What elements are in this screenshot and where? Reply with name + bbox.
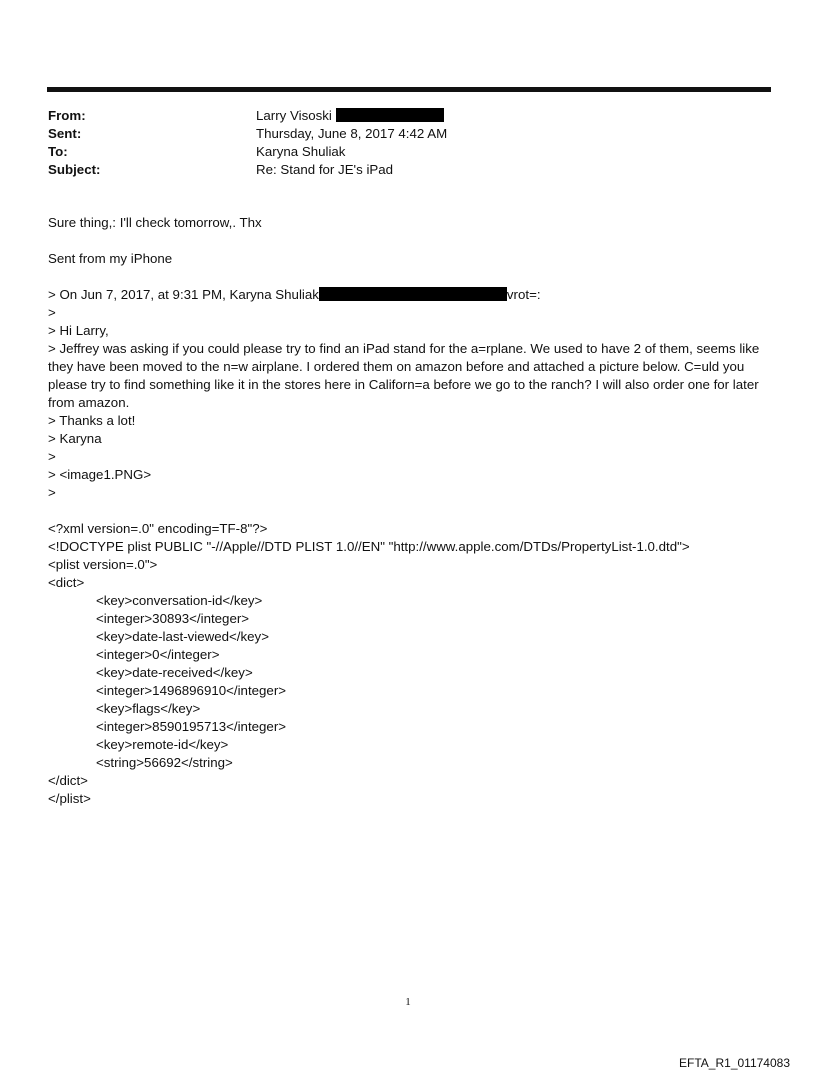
redaction-bar	[336, 108, 444, 122]
plist-line: <integer>30893</integer>	[96, 611, 250, 626]
plist-line: <key>remote-id</key>	[96, 737, 229, 752]
header-rule	[47, 87, 771, 92]
quote-line: >	[48, 485, 56, 500]
sent-value: Thursday, June 8, 2017 4:42 AM	[256, 126, 448, 141]
from-name: Larry Visoski	[256, 108, 332, 123]
page-number: 1	[405, 996, 411, 1008]
quote-intro	[48, 286, 772, 304]
plist-line: <key>date-last-viewed</key>	[96, 629, 269, 644]
from-label: From:	[48, 108, 86, 123]
plist-line: <integer>8590195713</integer>	[96, 719, 287, 734]
quote-line: >	[48, 449, 56, 464]
to-label: To:	[48, 144, 68, 159]
email-body	[48, 214, 772, 808]
quote-paragraph: > Jeffrey was asking if you could please try to find an iPad stand for the a=rplane. We used to have 2 of them, seems like they have been moved to the n=w airplane. I ordered them on amazon before and attached a picture below. C=uld you please try to find something like it in the stores here in Californ=a before we go to the ranch? I will also order one for later from amazon.	[48, 341, 763, 410]
quote-intro-end: vrot=:	[506, 287, 541, 302]
quote-line: > <image1.PNG>	[48, 467, 152, 482]
plist-line: <integer>1496896910</integer>	[96, 683, 287, 698]
quote-intro-start: > On Jun 7, 2017, at 9:31 PM, Karyna Shuliak	[48, 287, 319, 302]
sent-label: Sent:	[48, 126, 82, 141]
subject-value: Re: Stand for JE's iPad	[256, 162, 394, 177]
plist-line: <key>date-received</key>	[96, 665, 253, 680]
plist-line: <?xml version=.0" encoding=TF-8"?>	[48, 521, 268, 536]
plist-line: <plist version=.0">	[48, 557, 158, 572]
plist-line: <dict>	[48, 575, 85, 590]
plist-line: </plist>	[48, 791, 91, 806]
plist-line: <!DOCTYPE plist PUBLIC "-//Apple//DTD PLIST 1.0//EN" "http://www.apple.com/DTDs/PropertyList-1.0.dtd">	[48, 539, 690, 554]
plist-line: </dict>	[48, 773, 88, 788]
quote-line: > Karyna	[48, 431, 102, 446]
from-value	[256, 107, 444, 125]
plist-line: <key>flags</key>	[96, 701, 201, 716]
to-value: Karyna Shuliak	[256, 144, 346, 159]
redaction-bar	[319, 287, 507, 301]
quote-line: >	[48, 305, 56, 320]
plist-line: <string>56692</string>	[96, 755, 233, 770]
quote-line: > Thanks a lot!	[48, 413, 136, 428]
subject-label: Subject:	[48, 162, 101, 177]
signature-text: Sent from my iPhone	[48, 251, 173, 266]
reply-text: Sure thing,: I'll check tomorrow,. Thx	[48, 215, 262, 230]
plist-line: <key>conversation-id</key>	[96, 593, 263, 608]
document-id: EFTA_R1_01174083	[679, 1056, 790, 1070]
quote-line: > Hi Larry,	[48, 323, 109, 338]
plist-line: <integer>0</integer>	[96, 647, 220, 662]
